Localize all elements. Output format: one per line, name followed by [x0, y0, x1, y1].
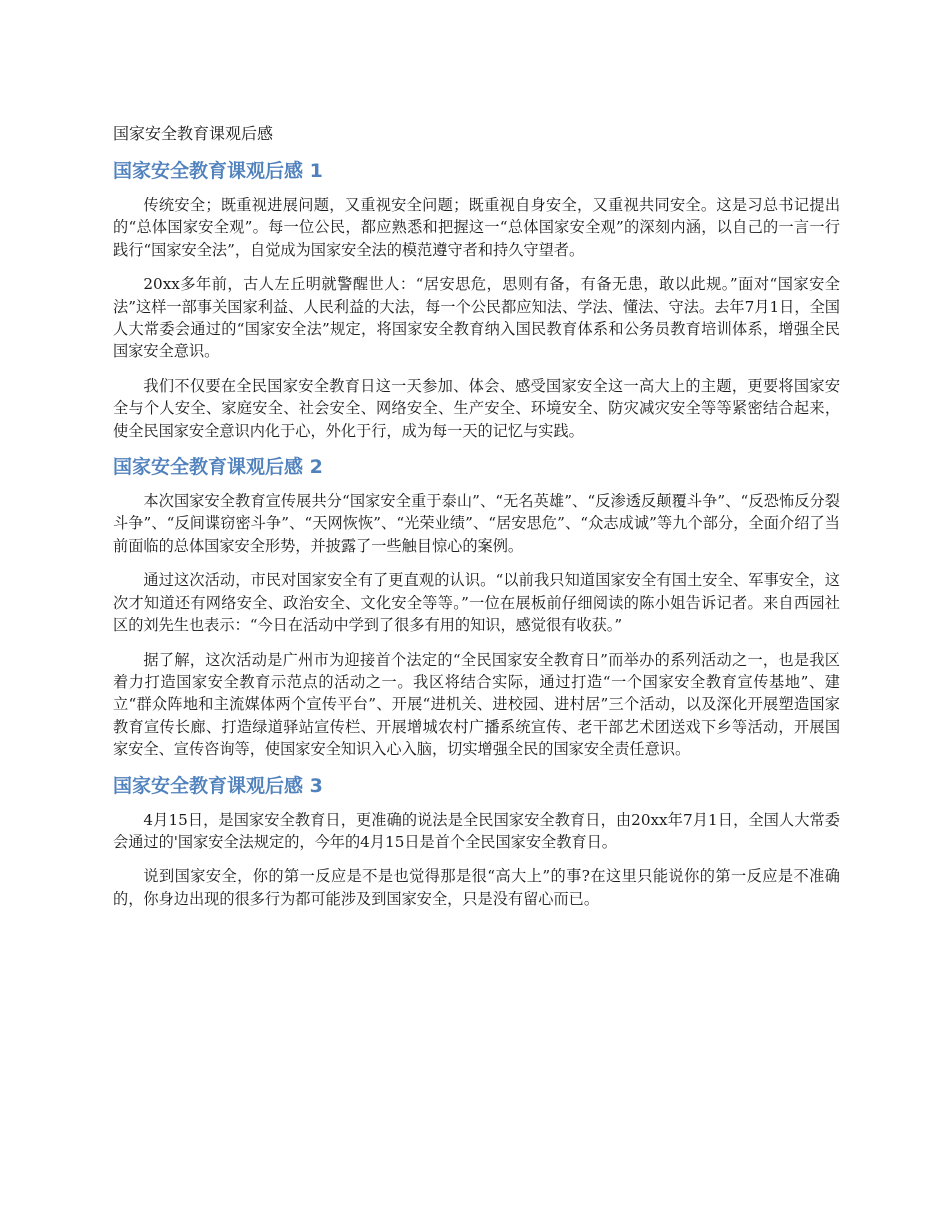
paragraph: 传统安全；既重视进展问题，又重视安全问题；既重视自身安全，又重视共同安全。这是习总书记提出的“总体国家安全观”。每一位公民，都应熟悉和把握这一“总体国家安全观”的深刻内涵，以自己的一言一行践行“国家安全法”，自觉成为国家安全法的模范遵守者和持久守望者。 — [113, 196, 840, 259]
paragraph: 4月15日，是国家安全教育日，更准确的说法是全民国家安全教育日，由20xx年7月1日，全国人大常委会通过的'国家安全法规定的，今年的4月15日是首个全民国家安全教育日。 — [113, 810, 840, 851]
section-heading: 国家安全教育课观后感 2 — [113, 456, 323, 479]
paragraph: 通过这次活动，市民对国家安全有了更直观的认识。“以前我只知道国家安全有国土安全、军事安全，这次才知道还有网络安全、政治安全、文化安全等等。”一位在展板前仔细阅读的陈小姐告诉记者。来自西园社区的刘先生也表示：“今日在活动中学到了很多有用的知识，感觉很有收获。” — [113, 571, 840, 635]
section-heading: 国家安全教育课观后感 1 — [113, 160, 323, 182]
paragraph: 本次国家安全教育宣传展共分“国家安全重于泰山”、“无名英雄”、“反渗透反颠覆斗争”、“反恐怖反分裂斗争”、“反间谍窃密斗争”、“天网恢恢”、“光荣业绩”、“居安思危”、“众志成诚”等九个部分，全面介绍了当前面临的总体国家安全形势，并披露了一些触目惊心的案例。 — [113, 492, 840, 555]
document-page — [113, 122, 840, 922]
document-title: 国家安全教育课观后感 — [113, 124, 274, 143]
paragraph: 说到国家安全，你的第一反应是不是也觉得那是很“高大上”的事?在这里只能说你的第一反应是不准确的，你身边出现的很多行为都可能涉及到国家安全，只是没有留心而已。 — [113, 867, 840, 908]
section-heading: 国家安全教育课观后感 3 — [113, 774, 323, 797]
paragraph: 20xx多年前，古人左丘明就警醒世人：“居安思危，思则有备，有备无患，敢以此规。”面对“国家安全法”这样一部事关国家利益、人民利益的大法，每一个公民都应知法、学法、懂法、守法。去年7月1日，全国人大常委会通过的“国家安全法”规定，将国家安全教育纳入国民教育体系和公务员教育培训体系，增强全民国家安全意识。 — [113, 275, 840, 361]
section-1 — [113, 158, 840, 442]
section-2 — [113, 454, 840, 760]
paragraph: 据了解，这次活动是广州市为迎接首个法定的“全民国家安全教育日”而举办的系列活动之一，也是我区着力打造国家安全教育示范点的活动之一。我区将结合实际，通过打造“一个国家安全教育宣传基地”、建立“群众阵地和主流媒体两个宣传平台”、开展“进机关、进校园、进村居”三个活动，以及深化开展塑造国家教育宣传长廊、打造绿道驿站宣传栏、开展增城农村广播系统宣传、老干部艺术团送戏下乡等活动，开展国家安全、宣传咨询等，使国家安全知识入心入脑，切实增强全民的国家安全责任意识。 — [113, 650, 840, 759]
paragraph: 我们不仅要在全民国家安全教育日这一天参加、体会、感受国家安全这一高大上的主题，更要将国家安全与个人安全、家庭安全、社会安全、网络安全、生产安全、环境安全、防灾减灾安全等等紧密结合起来，使全民国家安全意识内化于心，外化于行，成为每一天的记忆与实践。 — [113, 376, 840, 440]
section-3 — [113, 773, 840, 911]
